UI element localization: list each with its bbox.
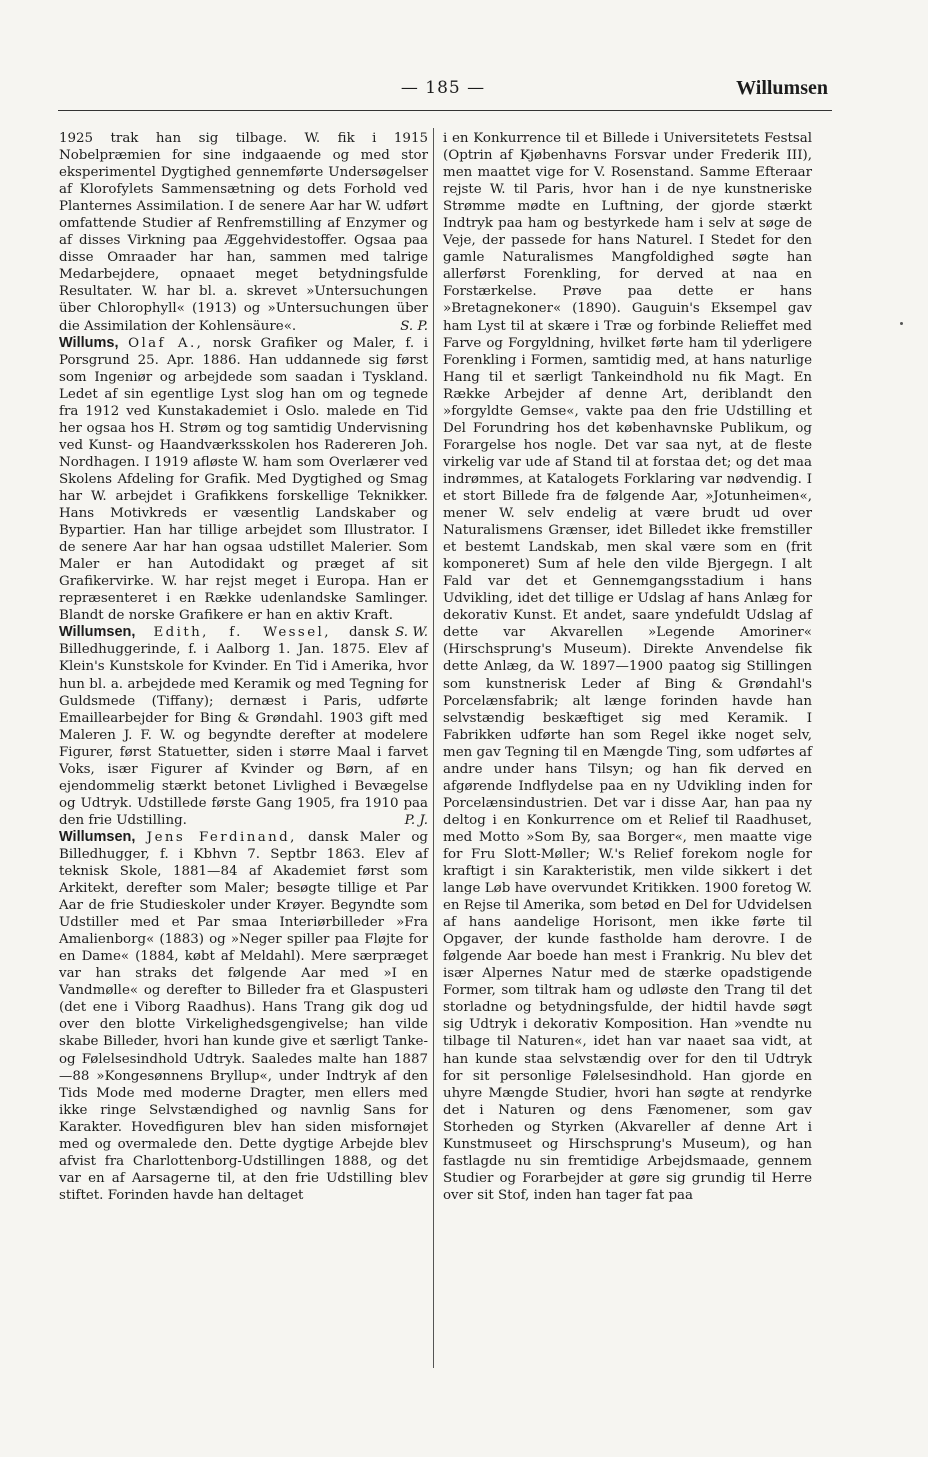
continuation-paragraph <box>59 130 428 335</box>
left-column <box>59 130 428 1204</box>
entry-headword: Willums, <box>59 334 119 351</box>
entry-given-name: Jens Ferdinand, <box>146 829 297 845</box>
column-divider <box>433 128 434 1368</box>
entry-willumsen-jens-ferdinand <box>59 829 428 1204</box>
entry-given-name: Edith, f. Wessel, <box>153 625 331 641</box>
right-column-text: i en Konkurrence til et Billede i Universitetets Festsal (Optrin af Kjøbenhavns Forsvar under Frederik III), men maattet vige for V. Rosenstand. Samme Efteraar rejste W. til Paris, hvor han i de nye kunstneriske Strømme mødte en Luftning, der gjorde stærkt Indtryk paa ham og bestyrkede ham i selv at søge de Veje, der passede for hans Naturel. I Stedet for den gamle Naturalismes Mangfoldighed søgte han allerførst Forenkling, for derved at naa en Forstærkelse. Prøve paa dette er hans »Bretagnekoner« (1890). Gauguin's Eksempel gav ham Lyst til at skære i Træ og forbinde Relieffet med Farve og Forgyldning, hvilket førte ham til yderligere Forenkling i Formen, samtidig med, at hans naturlige Hang til et særligt Tankeindhold nu fik Magt. En Række Arbejder af denne Art, deriblandt den »forgyldte Gemse«, vakte paa den frie Udstilling et Del Forundring hos det københavnske Publikum, og Forargelse hos nogle. Det var saa nyt, at de fleste virkelig var ude af Stand til at forstaa det; og det maa indrømmes, at Katalogets Forklaring var nødvendig. I et stort Billede fra de følgende Aar, »Jotunheimen«, mener W. selv endelig at være brudt ud over Naturalismens Grænser, idet Billedet ikke fremstiller et bestemt Landskab, men skal være som en (frit komponeret) Sum af hele den vilde Bjergegn. I alt Fald var det et Gennemgangsstadium i hans Udvikling, idet det tillige er Udslag af hans Anlæg for dekorativ Kunst. Et andet, saare yndefuldt Udslag af dette var Akvarellen »Legende Amoriner« (Hirschsprung's Museum). Direkte Anvendelse fik dette Anlæg, da W. 1897—1900 paatog sig Stillingen som kunstnerisk Leder af Bing & Grøndahl's Porcelænsfabrik; alt længe forinden havde han selvstændig beskæftiget sig med Keramik. I Fabrikken udførte han som Regel ikke noget selv, men gav Tegning til en Mængde Ting, som udførtes af andre under hans Tilsyn; og han fik derved en afgørende Indflydelse paa en ny Udvikling inden for Porcelænsindustrien. Det var i disse Aar, han paa ny deltog i en Konkurrence om et Relief til Raadhuset, med Motto »Som By, saa Borger«, men maatte vige for Fru Slott-Møller; W.'s Relief forekom nogle for kraftigt i sin Karakteristik, men vilde sikkert i det lange Løb have overvundet Kritikken. 1900 foretog W. en Rejse til Amerika, som betød en Del for Udvidelsen af hans aandelige Horisont, men ikke førte til Opgaver, der kunde fastholde ham derovre. I de følgende Aar boede han mest i Frankrig. Nu blev det især Alpernes Natur med de stærke opadstigende Former, som tiltrak ham og udløste den Trang til det storladne og betydningsfulde, der hidtil havde søgt sig Udtryk i dekorativ Komposition. Han »vendte nu tilbage til Naturen«, idet han var naaet saa vidt, at han kunde staa selvstændig over for den til Udtryk for sit personlige Følelsesindhold. Han gjorde en uhyre Mængde Studier, hvori han søgte at rendyrke det i Naturen og dens Fænomener, som gav Storheden og Styrken (Akvareller af denne Art i Kunstmuseet og Hirschsprung's Museum), og han fastlagde nu sin fremtidige Arbejdsmaade, gennem Studier og Forarbejder at gøre sig grundig til Herre over sit Stof, inden han tager fat paa <box>443 131 812 1203</box>
entry-willumsen-edith <box>59 624 428 829</box>
entry-headword: Willumsen, <box>59 624 136 641</box>
entry-text: norsk Grafiker og Maler, f. i Porsgrund 25. Apr. 1886. Han uddannede sig først som Ingeniør og arbejdede som saadan i Tyskland. Ledet af sin egentlige Lyst slog han om og tegnede fra 1912 ved Kunstakademiet i Oslo. malede en Tid her ogsaa hos H. Strøm og tog samtidig Undervisning ved Kunst- og Haandværksskolen hos Radereren Joh. Nordhagen. I 1919 afløste W. ham som Overlærer ved Skolens Afdeling for Grafik. Med Dygtighed og Smag har W. arbejdet i Grafikkens forskellige Teknikker. Hans Motivkreds er væsentlig Landskaber og Bypartier. Han har tillige arbejdet som Illustrator. I de senere Aar har han ogsaa udstillet Malerier. Som Maler er han Autodidakt og præget af sit Grafikervirke. W. har rejst meget i Europa. Han er repræsenteret i en Række udenlandske Samlinger. Blandt de norske Grafikere er han en aktiv Kraft. <box>59 335 429 624</box>
page-number: — 185 — <box>400 78 486 98</box>
running-head: Willumsen <box>736 77 828 99</box>
right-column <box>443 130 812 1204</box>
page-header <box>58 78 828 106</box>
entry-text: dansk Maler og Billedhugger, f. i Kbhvn 7. Septbr 1863. Elev af teknisk Skole, 1881—84 af Akademiet først som Arkitekt, derefter som Maler; besøgte tillige et Par Aar de frie Studieskoler under Krøyer. Begyndte som Udstiller med et Par smaa Interiørbilleder »Fra Amalienborg« (1883) og »Neger spiller paa Fløjte for en Dame« (1884, købt af Meldahl). Mere særpræget var han straks det følgende Aar med »I en Vandmølle« og derefter to Billeder fra et Glaspusteri (det ene i Viborg Raadhus). Hans Trang gik dog ud over den blotte Virkelighedsgengivelse; han vilde skabe Billeder, hvori han kunde give et særligt Tanke- og Følelsesindhold Udtryk. Saaledes malte han 1887—88 »Kongesønnens Bryllup«, under Indtryk af den Tids Mode med moderne Dragter, men ellers med ikke ringe Selvstændighed og navnlig Sans for Karakter. Hovedfiguren blev han siden misfornøjet med og overmalede den. Dette dygtige Arbejde blev afvist fra Charlottenborg-Udstillingen 1888, og det var en af Aarsagerne til, at den frie Udstilling blev stiftet. Forinden havde han deltaget <box>59 829 428 1203</box>
entry-given-name: Olaf A., <box>128 335 204 351</box>
signature: S. W. <box>395 625 428 641</box>
signature: P. J. <box>404 812 428 828</box>
entry-headword: Willumsen, <box>59 828 136 845</box>
header-rule <box>58 110 832 111</box>
signature: S. P. <box>400 318 428 334</box>
entry-text: dansk Billedhuggerinde, f. i Aalborg 1. Jan. 1875. Elev af Klein's Kunstskole for Kvinder. En Tid i Amerika, hvor hun bl. a. arbejdede med Keramik og med Tegning for Guldsmede (Tiffany); dernæst i Paris, udførte Emaillearbejder for Bing & Grøndahl. 1903 gift med Maleren J. F. W. og begyndte derefter at modelere Figurer, først Statuetter, siden i større Maal i farvet Voks, især Figurer af Kvinder og Børn, af en ejendommelig stærkt betonet Livlighed i Bevægelse og Udtryk. Udstillede første Gang 1905, fra 1910 paa den frie Udstilling. <box>59 625 428 828</box>
continuation-text: 1925 trak han sig tilbage. W. fik i 1915 Nobelpræmien for sine indgaaende og med stor eksperimentel Dygtighed gennemførte Undersøgelser af Klorofylets Sammensætning og dets Forhold ved Planternes Assimilation. I de senere Aar har W. udført omfattende Studier af Renfremstilling af Enzymer og af disses Virkning paa Æggehvidestoffer. Ogsaa paa disse Omraader har han, sammen med talrige Medarbejdere, opnaaet meget betydningsfulde Resultater. W. har bl. a. skrevet »Untersuchungen über Chlorophyll« (1913) og »Untersuchungen über die Assimilation der Kohlensäure«. <box>59 131 428 334</box>
margin-speck <box>900 322 903 325</box>
